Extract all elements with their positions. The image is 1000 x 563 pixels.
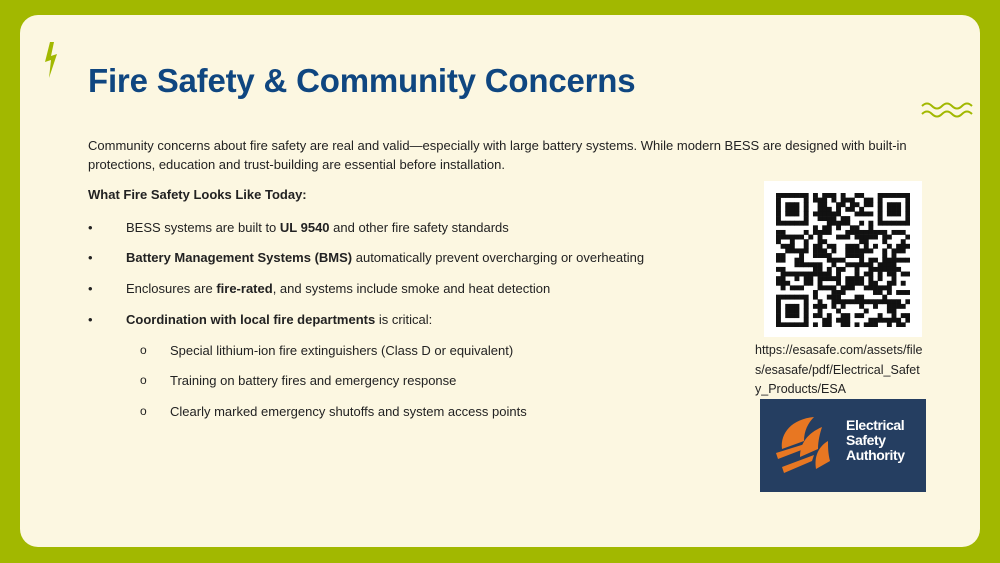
intro-paragraph: Community concerns about fire safety are real and valid—especially with large battery systems. While modern BESS are designed with built-in protections, education and trust-building are essential before installation. bbox=[88, 138, 907, 172]
bullet-dot: • bbox=[88, 250, 93, 265]
qr-code[interactable] bbox=[764, 181, 922, 337]
lightning-bolt-icon bbox=[42, 42, 60, 78]
section-subheading: What Fire Safety Looks Like Today: bbox=[88, 187, 307, 202]
sub-bullet-marker: o bbox=[140, 343, 147, 357]
esa-logo bbox=[760, 399, 926, 492]
squiggle-decoration-icon bbox=[920, 100, 980, 120]
esa-logo-swirl-icon bbox=[774, 413, 838, 479]
qr-code-pattern bbox=[776, 193, 910, 327]
sub-bullet-marker: o bbox=[140, 404, 147, 418]
bullet-dot: • bbox=[88, 312, 93, 327]
bullet-dot: • bbox=[88, 281, 93, 296]
slide-title: Fire Safety & Community Concerns bbox=[88, 62, 636, 99]
bullet-dot: • bbox=[88, 220, 93, 235]
resource-url[interactable]: https://esasafe.com/assets/files/esasafe/pdf/Electrical_Safety_Products/ESA bbox=[755, 343, 923, 396]
sub-bullet-marker: o bbox=[140, 373, 147, 387]
esa-logo-wordmark: Electrical Safety Authority bbox=[846, 417, 905, 463]
